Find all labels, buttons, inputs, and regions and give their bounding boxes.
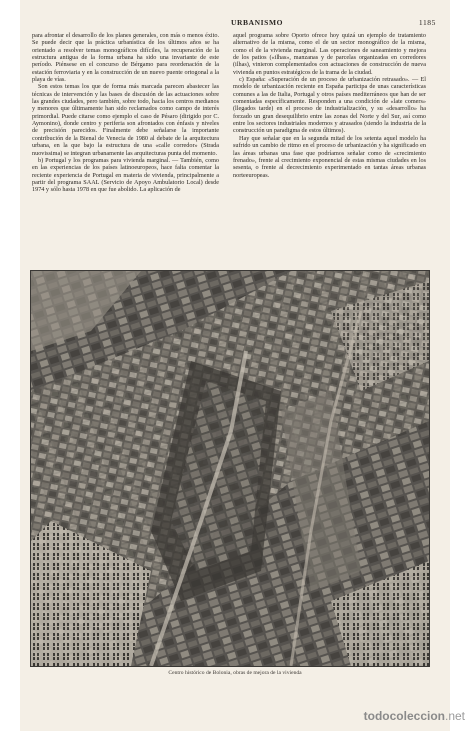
left-paragraph-1: para afrontar el desarrollo de los planes generales, con más o menos éxito. Se puede decir que la práctica urbanística de los últimos años se ha orientado a resolver temas monográficos difíciles, la recuperación de la estructura antigua de la forma urbana ha sido una invariante de este período. Piénsese en el concurso de Bérgamo para reordenación de la estación ferroviaria y en la construcción de un nuevo puente ortogonal a la playa de vías.	[32, 32, 219, 84]
left-paragraph-3: b) Portugal y los programas para vivienda marginal. — También, como en las experiencias de los países latinoeuropeos, hace falta comentar la reciente experiencia de Portugal en materia de vivienda, principalmente a partir del programa SAAL (Servicio de Apoyo Ambulatorio Local) desde 1974 y sólo hasta 1978 en que fue abolido. La aplicación de	[32, 156, 219, 194]
right-paragraph-1: aquel programa sobre Oporto ofrece hoy quizá un ejemplo de tratamiento alternativo de la misma, como el de un sector monográfico de la misma, como el de la vivienda marginal. Las operaciones de saneamiento y mejora de los patios («ilhas», manzanas y de parcelas organizadas en corredores (ilhas), vinieron complementados con actuaciones de construcción de nueva vivienda en puntos estratégicos de la trama de la ciudad.	[233, 32, 426, 76]
left-paragraph-2: Son estos temas los que de forma más marcada parecen abastecer las técnicas de intervención y las bases de discusión de las actuaciones sobre las grandes ciudades, pero también, sobre todo, hacia los centros medianos y menores que últimamente han sido reclamados como campo de interés primordial. Puede citarse como ejemplo el caso de Pésaro (dirigido por C. Aymonino), donde centro y periferia son afrontados con énfasis y niveles de precisión parecidos. Finalmente debe señalarse la importante contribución de la Bienal de Venecia de 1980 al debate de la arquitectura urbana, en la que bajo la estructura de una «calle corredor» (Strada nuovissima) se integran urbanamente las arquitecturas punta del momento.	[32, 83, 219, 157]
aerial-photo-bologna	[30, 270, 430, 667]
watermark	[364, 709, 465, 723]
page-number: 1185	[418, 18, 436, 27]
running-head	[36, 18, 436, 30]
aerial-photo-illustration	[31, 271, 429, 666]
watermark-suffix: .net	[444, 709, 465, 723]
figure-caption: Centro histórico de Bolonia, obras de mejora de la vivienda	[168, 670, 302, 676]
document-page	[20, 0, 450, 731]
right-text-column	[233, 32, 426, 179]
left-text-column	[32, 32, 219, 194]
right-paragraph-3: Hay que señalar que en la segunda mitad de los setenta aquel modelo ha sufrido un cambio de ritmo en el proceso de urbanización y ha significado en las áreas urbanas una fase que podríamos señalar como de «crecimiento frenado», frente al crecimiento exponencial de estas mismas ciudades en los sesenta, o frente al decrecimiento experimentado en tantas áreas urbanas norteeuropeas.	[233, 134, 426, 179]
watermark-brand: todocoleccion	[363, 709, 445, 723]
running-head-title: URBANISMO	[231, 18, 284, 27]
right-paragraph-2: c) España: «Superación de un proceso de urbanización retrasado». — El modelo de urbanización reciente en España participa de unas características comunes a las de Italia, Portugal y otros países mediterráneos que han de ser comentadas específicamente. Responden a una condición de «late comers» (llegados tarde) en el proceso de industrialización, y su «desarrollo» ha forzado un gran desequilibrio entre las zonas del Norte y del Sur, así como entre los sectores industriales modernos y atrasados (siendo la industria de la construcción un paradigma de estos últimos).	[233, 76, 426, 135]
